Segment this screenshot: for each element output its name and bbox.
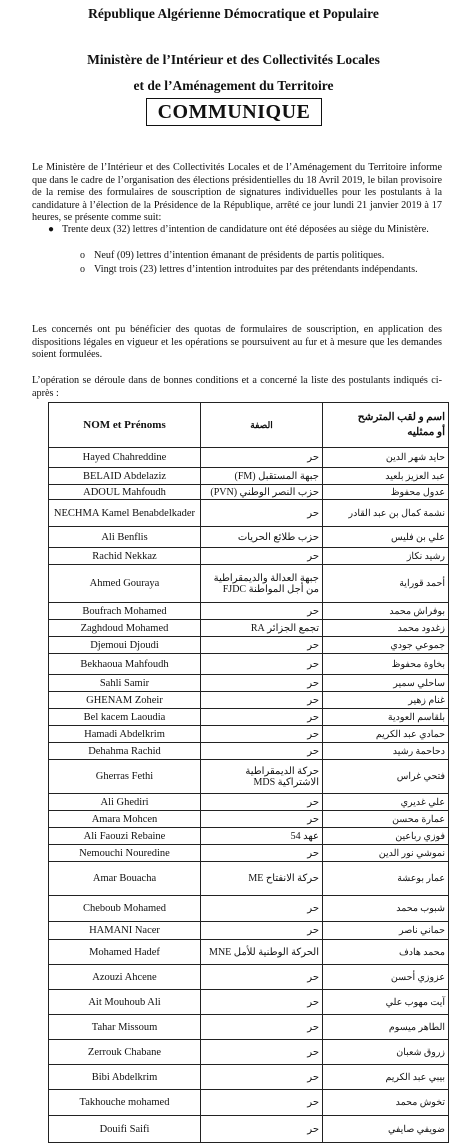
table-row bbox=[49, 1065, 449, 1090]
bullet-disc-icon: ● bbox=[48, 224, 55, 235]
table-row bbox=[49, 565, 449, 603]
candidate-arabic-name: عبد العزيز بلعيد bbox=[323, 468, 449, 485]
table-row bbox=[49, 603, 449, 620]
candidates-table bbox=[48, 402, 449, 1143]
table-row bbox=[49, 675, 449, 692]
candidate-arabic-name: الطاهر ميسوم bbox=[323, 1015, 449, 1040]
candidate-quality: حزب طلائع الحريات bbox=[201, 527, 323, 548]
table-row bbox=[49, 990, 449, 1015]
candidate-name: Bel kacem Laoudia bbox=[49, 709, 201, 726]
candidate-arabic-name: آيت مهوب علي bbox=[323, 990, 449, 1015]
table-row bbox=[49, 1015, 449, 1040]
republic-heading: République Algérienne Démocratique et Populaire bbox=[88, 6, 379, 21]
header-quality: الصفة bbox=[201, 403, 323, 448]
table-row bbox=[49, 743, 449, 760]
header-name: NOM et Prénoms bbox=[49, 403, 201, 448]
table-row bbox=[49, 811, 449, 828]
candidate-quality: حر bbox=[201, 965, 323, 990]
candidate-arabic-name: محمد هادف bbox=[323, 940, 449, 965]
candidate-quality: حر bbox=[201, 1116, 323, 1143]
candidate-name: Ahmed Gouraya bbox=[49, 565, 201, 603]
candidate-arabic-name: ساحلي سمير bbox=[323, 675, 449, 692]
candidate-arabic-name: دحاحمة رشيد bbox=[323, 743, 449, 760]
bullet-circle-icon: o bbox=[80, 264, 85, 275]
candidate-name: Gherras Fethi bbox=[49, 760, 201, 794]
candidate-name: Mohamed Hadef bbox=[49, 940, 201, 965]
candidate-name: Sahli Samir bbox=[49, 675, 201, 692]
bullet-sub-independents: Vingt trois (23) lettres d’intention introduites par des prétendants indépendants. bbox=[94, 264, 418, 275]
table-row bbox=[49, 760, 449, 794]
candidate-quality: تجمع الجزائر RA bbox=[201, 620, 323, 637]
candidate-arabic-name: شبوب محمد bbox=[323, 896, 449, 922]
candidate-quality: حر bbox=[201, 692, 323, 709]
candidate-quality: حزب النصر الوطني (PVN) bbox=[201, 485, 323, 500]
candidate-arabic-name: علي غديري bbox=[323, 794, 449, 811]
candidate-quality: حر bbox=[201, 500, 323, 527]
table-row bbox=[49, 620, 449, 637]
intro-paragraph: Le Ministère de l’Intérieur et des Collectivités Locales et de l’Aménagement du Territoire informe que dans le cadre de l’organisation des élections présidentielles du 18 Avril 2019, le bilan provisoire de la remise des formulaires de souscription de signatures individuelles pour les postulants à la candidature à l’élection de la Présidence de la République, arrêté ce jour lundi 21 janvier 2019 à 17 heures, se présente comme suit: bbox=[32, 162, 442, 224]
table-row bbox=[49, 940, 449, 965]
candidate-quality: حر bbox=[201, 896, 323, 922]
candidate-quality: حر bbox=[201, 794, 323, 811]
candidate-arabic-name: بوفراش محمد bbox=[323, 603, 449, 620]
table-row bbox=[49, 1040, 449, 1065]
candidate-quality: حر bbox=[201, 548, 323, 565]
table-row bbox=[49, 485, 449, 500]
candidate-name: Ali Faouzi Rebaine bbox=[49, 828, 201, 845]
candidate-quality: حر bbox=[201, 448, 323, 468]
candidate-name: GHENAM Zoheir bbox=[49, 692, 201, 709]
table-row bbox=[49, 468, 449, 485]
bullet-sub-parties: Neuf (09) lettres d’intention émanant de présidents de partis politiques. bbox=[94, 250, 385, 261]
table-row bbox=[49, 448, 449, 468]
bullet-circle-icon: o bbox=[80, 250, 85, 261]
candidate-quality: حر bbox=[201, 1015, 323, 1040]
candidate-arabic-name: رشيد نكاز bbox=[323, 548, 449, 565]
candidate-quality: عهد 54 bbox=[201, 828, 323, 845]
candidate-name: Hamadi Abdelkrim bbox=[49, 726, 201, 743]
candidate-arabic-name: حماني ناصر bbox=[323, 922, 449, 940]
table-row bbox=[49, 1090, 449, 1116]
table-row bbox=[49, 965, 449, 990]
table-row bbox=[49, 637, 449, 654]
table-row bbox=[49, 845, 449, 862]
operation-paragraph: L’opération se déroule dans de bonnes conditions et a concerné la liste des postulants indiqués ci-après : bbox=[32, 375, 442, 399]
table-row bbox=[49, 500, 449, 527]
candidate-name: Cheboub Mohamed bbox=[49, 896, 201, 922]
candidate-quality: حر bbox=[201, 603, 323, 620]
candidate-quality: حر bbox=[201, 1065, 323, 1090]
candidate-name: Zaghdoud Mohamed bbox=[49, 620, 201, 637]
bullet-main: Trente deux (32) lettres d’intention de candidature ont été déposées au siège du Ministère. bbox=[62, 224, 429, 235]
candidate-name: Hayed Chahreddine bbox=[49, 448, 201, 468]
candidate-quality: حر bbox=[201, 1040, 323, 1065]
candidate-name: Nemouchi Nouredine bbox=[49, 845, 201, 862]
candidate-arabic-name: حايد شهر الدين bbox=[323, 448, 449, 468]
candidate-quality: حركة الديمقراطية الاشتراكية MDS bbox=[201, 760, 323, 794]
candidate-name: Amara Mohcen bbox=[49, 811, 201, 828]
candidate-quality: حر bbox=[201, 675, 323, 692]
candidate-name: ADOUL Mahfoudh bbox=[49, 485, 201, 500]
candidate-name: Ali Benflis bbox=[49, 527, 201, 548]
table-row bbox=[49, 794, 449, 811]
table-row bbox=[49, 709, 449, 726]
candidate-arabic-name: غنام زهير bbox=[323, 692, 449, 709]
candidate-name: Ali Ghediri bbox=[49, 794, 201, 811]
candidate-arabic-name: فوزي رباعين bbox=[323, 828, 449, 845]
candidate-name: Takhouche mohamed bbox=[49, 1090, 201, 1116]
candidate-arabic-name: فتحي غراس bbox=[323, 760, 449, 794]
candidate-arabic-name: تخوش محمد bbox=[323, 1090, 449, 1116]
candidate-quality: حر bbox=[201, 726, 323, 743]
candidate-arabic-name: زغدود محمد bbox=[323, 620, 449, 637]
candidate-quality: حر bbox=[201, 654, 323, 675]
ministry-heading-line2: et de l’Aménagement du Territoire bbox=[133, 78, 334, 93]
candidate-quality: حر bbox=[201, 709, 323, 726]
table-row bbox=[49, 527, 449, 548]
quota-paragraph: Les concernés ont pu bénéficier des quotas de formulaires de souscription, en application des dispositions légales en vigueur et les opérations se poursuivent au fur et à mesure que les demandes soient formulées. bbox=[32, 324, 442, 361]
table-row bbox=[49, 726, 449, 743]
candidate-name: Zerrouk Chabane bbox=[49, 1040, 201, 1065]
candidate-quality: الحركة الوطنية للأمل MNE bbox=[201, 940, 323, 965]
candidate-arabic-name: عدول محفوظ bbox=[323, 485, 449, 500]
candidate-name: Bibi Abdelkrim bbox=[49, 1065, 201, 1090]
candidate-name: BELAID Abdelaziz bbox=[49, 468, 201, 485]
candidate-name: Dehahma Rachid bbox=[49, 743, 201, 760]
candidate-arabic-name: حمادي عبد الكريم bbox=[323, 726, 449, 743]
candidate-quality: حر bbox=[201, 922, 323, 940]
candidate-arabic-name: جموعي جودي bbox=[323, 637, 449, 654]
candidate-name: Amar Bouacha bbox=[49, 862, 201, 896]
candidate-arabic-name: عمار بوعشة bbox=[323, 862, 449, 896]
candidate-quality: جبهة العدالة والديمقراطية من أجل المواطنة FJDC bbox=[201, 565, 323, 603]
candidate-name: Boufrach Mohamed bbox=[49, 603, 201, 620]
candidate-arabic-name: بيبي عبد الكريم bbox=[323, 1065, 449, 1090]
candidate-arabic-name: نشمة كمال بن عبد القادر bbox=[323, 500, 449, 527]
candidate-arabic-name: علي بن فليس bbox=[323, 527, 449, 548]
table-row bbox=[49, 862, 449, 896]
header-arabic-name-line2: أو ممثليه bbox=[407, 427, 445, 438]
candidate-name: Tahar Missoum bbox=[49, 1015, 201, 1040]
candidate-arabic-name: عمارة محسن bbox=[323, 811, 449, 828]
candidate-arabic-name: بلقاسم العودية bbox=[323, 709, 449, 726]
table-row bbox=[49, 548, 449, 565]
header-arabic-name bbox=[323, 403, 449, 448]
table-row bbox=[49, 896, 449, 922]
document-title: COMMUNIQUE bbox=[146, 98, 322, 126]
candidate-arabic-name: ضويفي صايفي bbox=[323, 1116, 449, 1143]
candidate-arabic-name: عزوزي أحسن bbox=[323, 965, 449, 990]
candidate-quality: حر bbox=[201, 845, 323, 862]
candidate-name: Douifi Saifi bbox=[49, 1116, 201, 1143]
candidate-name: Azouzi Ahcene bbox=[49, 965, 201, 990]
candidate-quality: حر bbox=[201, 990, 323, 1015]
ministry-heading-line1: Ministère de l’Intérieur et des Collectivités Locales bbox=[87, 52, 380, 67]
header-arabic-name-line1: اسم و لقب المترشح bbox=[357, 412, 445, 423]
table-row bbox=[49, 1116, 449, 1143]
candidate-quality: حر bbox=[201, 637, 323, 654]
candidate-name: Djemoui Djoudi bbox=[49, 637, 201, 654]
candidate-arabic-name: نموشي نور الدين bbox=[323, 845, 449, 862]
candidate-quality: حر bbox=[201, 743, 323, 760]
table-row bbox=[49, 922, 449, 940]
table-header-row bbox=[49, 403, 449, 448]
candidate-quality: حركة الانفتاح ME bbox=[201, 862, 323, 896]
candidate-name: Bekhaoua Mahfoudh bbox=[49, 654, 201, 675]
candidate-quality: حر bbox=[201, 1090, 323, 1116]
table-row bbox=[49, 654, 449, 675]
table-row bbox=[49, 692, 449, 709]
candidate-arabic-name: أحمد قوراية bbox=[323, 565, 449, 603]
candidate-name: HAMANI Nacer bbox=[49, 922, 201, 940]
candidate-name: NECHMA Kamel Benabdelkader bbox=[49, 500, 201, 527]
candidate-name: Rachid Nekkaz bbox=[49, 548, 201, 565]
candidate-quality: جبهة المستقبل (FM) bbox=[201, 468, 323, 485]
candidate-arabic-name: بخاوة محفوظ bbox=[323, 654, 449, 675]
candidate-quality: حر bbox=[201, 811, 323, 828]
table-row bbox=[49, 828, 449, 845]
candidate-name: Ait Mouhoub Ali bbox=[49, 990, 201, 1015]
candidate-arabic-name: زروق شعبان bbox=[323, 1040, 449, 1065]
